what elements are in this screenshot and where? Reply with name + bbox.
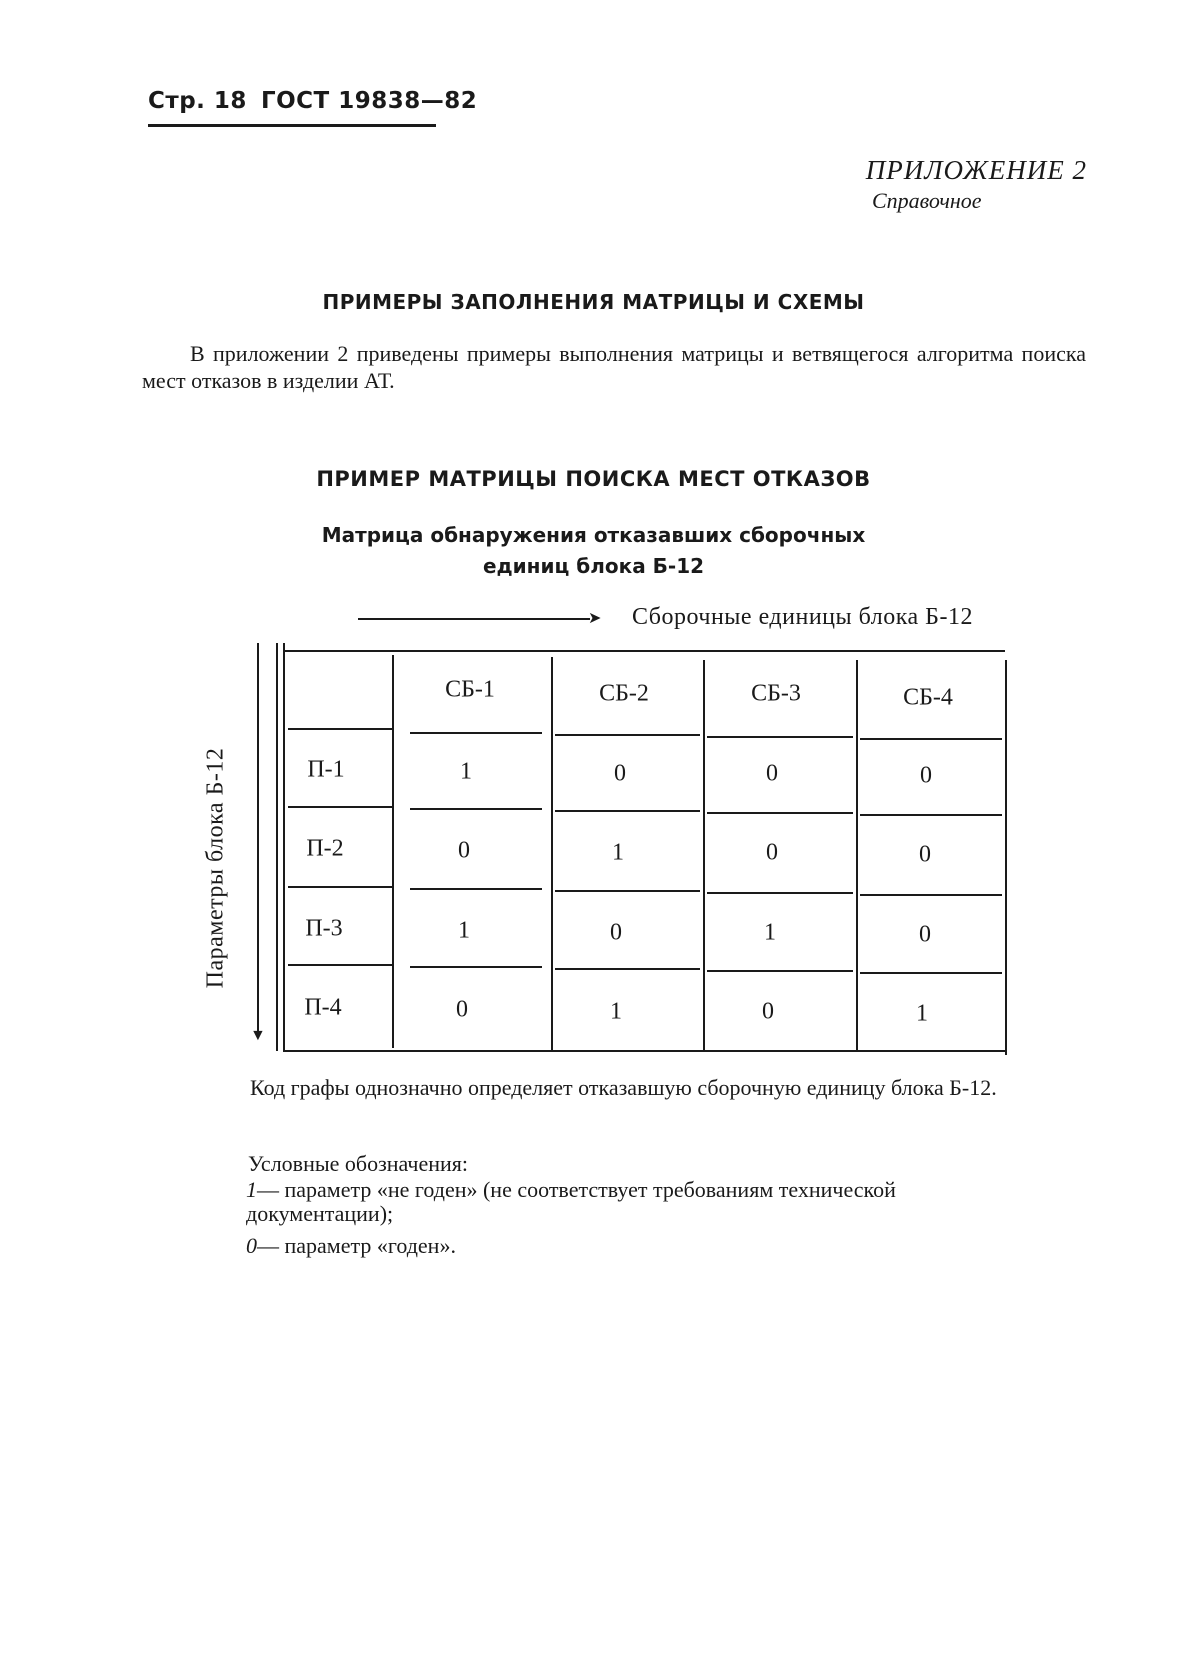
row-header-p-1: П-1 [307,756,345,783]
table-left-border [276,643,278,1051]
table-bottom-border [283,1050,1005,1052]
row-divider [555,890,700,892]
row-divider [288,728,392,730]
row-divider [860,894,1002,896]
page-header [148,88,477,114]
matrix-title-line-2: единиц блока Б-12 [482,554,705,578]
legend-text-1: — параметр «не годен» (не соответствует требованиям технической документации); [246,1177,896,1226]
matrix-cell: 1 [458,917,470,944]
matrix-cell: 1 [460,758,472,785]
legend-title: Условные обозначения: [248,1151,469,1176]
row-header-p-3: П-3 [305,915,343,942]
table-left-border-inner [283,643,285,1051]
matrix-cell: 0 [458,837,470,864]
column-divider [392,655,394,1048]
row-header-p-4: П-4 [304,994,342,1021]
row-divider [288,886,392,888]
legend-text-2: — параметр «годен». [257,1233,456,1258]
row-divider [860,972,1002,974]
row-divider [707,736,853,738]
intro-paragraph: В приложении 2 приведены примеры выполнения матрицы и ветвящегося алгоритма поиска мест отказов в изделии АТ. [142,341,1086,393]
column-divider [856,660,858,1050]
row-divider [860,814,1002,816]
row-divider [707,812,853,814]
column-axis-label: Сборочные единицы блока Б-12 [632,604,973,630]
column-divider [551,657,553,1050]
row-divider [555,968,700,970]
section-title: ПРИМЕРЫ ЗАПОЛНЕНИЯ МАТРИЦЫ И СХЕМЫ [322,290,865,314]
column-header-sb-3: СБ-3 [751,680,801,707]
matrix-cell: 0 [456,996,468,1023]
row-divider [707,892,853,894]
example-title: ПРИМЕР МАТРИЦЫ ПОИСКА МЕСТ ОТКАЗОВ [316,467,871,491]
matrix-cell: 0 [919,841,931,868]
header-rule [148,124,436,127]
down-arrow-icon: ▼ [250,1027,266,1044]
table-right-border [1005,660,1007,1055]
table-top-border [283,650,1005,652]
matrix-cell: 1 [610,998,622,1025]
matrix-title [0,520,1187,582]
matrix-cell: 1 [916,1000,928,1027]
matrix-cell: 1 [764,919,776,946]
row-divider [288,806,392,808]
legend-key-1: 1 [246,1177,257,1202]
right-arrow-icon: ➤ [588,610,602,627]
row-divider [860,738,1002,740]
row-divider [555,734,700,736]
row-divider [410,966,542,968]
legend-item-1 [246,1178,998,1226]
legend-item-2 [246,1234,998,1258]
column-divider [703,660,705,1050]
matrix-cell: 0 [766,839,778,866]
matrix-cell: 0 [762,998,774,1025]
row-header-p-2: П-2 [306,835,344,862]
page-number: Стр. 18 [148,88,247,114]
row-divider [410,808,542,810]
column-header-sb-2: СБ-2 [599,680,649,707]
row-axis-label: Параметры блока Б-12 [202,747,229,989]
column-header-sb-4: СБ-4 [903,684,953,711]
row-divider [555,810,700,812]
row-divider [288,964,392,966]
matrix-title-line-1: Матрица обнаружения отказавших сборочных [321,523,866,547]
appendix-subtitle: Справочное [872,188,982,213]
column-header-sb-1: СБ-1 [445,676,495,703]
matrix-cell: 0 [920,762,932,789]
matrix-cell: 0 [610,919,622,946]
matrix-note: Код графы однозначно определяет отказавшую сборочную единицу блока Б-12. [250,1075,997,1100]
matrix-cell: 0 [614,760,626,787]
row-axis-line [257,643,259,1038]
column-axis-line [358,618,590,620]
standard-number: ГОСТ 19838—82 [260,88,478,114]
row-divider [410,888,542,890]
row-divider [410,732,542,734]
matrix-cell: 0 [919,921,931,948]
matrix-cell: 0 [766,760,778,787]
legend-key-2: 0 [246,1233,257,1258]
row-divider [707,970,853,972]
matrix-cell: 1 [612,839,624,866]
appendix-title: ПРИЛОЖЕНИЕ 2 [865,155,1087,185]
